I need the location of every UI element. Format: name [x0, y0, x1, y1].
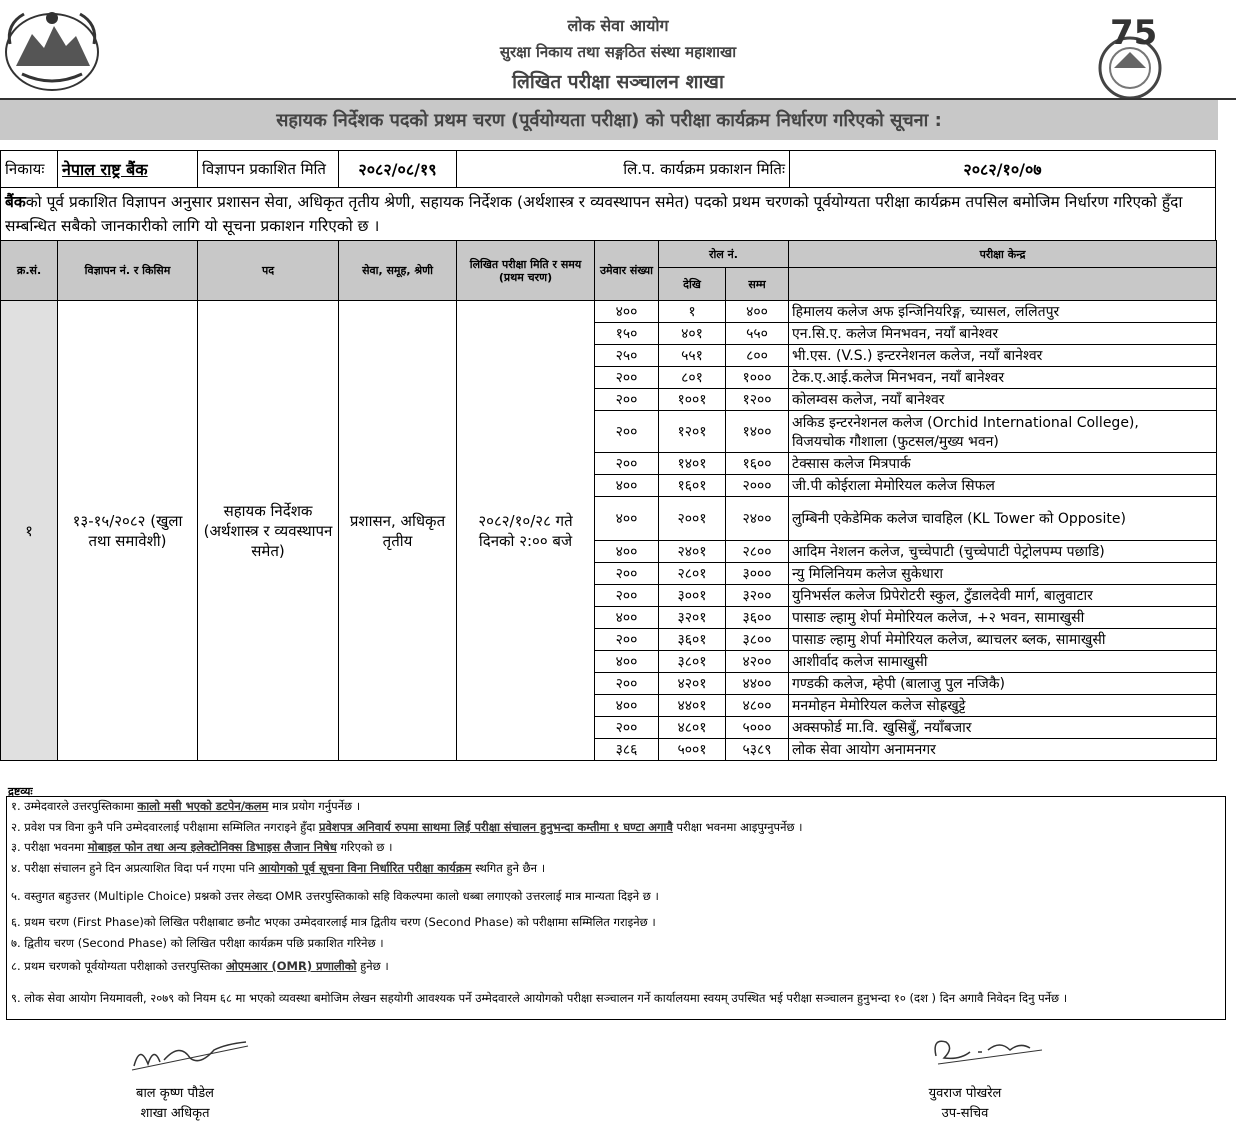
cell-centre	[789, 629, 1217, 651]
notice-body: को पूर्व प्रकाशित विज्ञापन अनुसार प्रशासन सेवा, अधिकृत तृतीय श्रेणी, सहायक निर्देशक (अर्थशास्त्र र व्यवस्थापन समेत) पदको प्रथम चरणको पूर्वयोग्यता परीक्षा कार्यक्रम तपसिल बमोजिम निर्धारण गरिएको हुँदा सम्बन्धित सबैको जानकारीको लागि यो सूचना प्रकाशन गरिएको छ ।	[5, 193, 1183, 235]
header-roll-from: देखि	[659, 268, 726, 301]
cell-centre	[789, 563, 1217, 585]
cell-count: ४००	[595, 301, 659, 323]
cell-to: ३८००	[726, 629, 789, 651]
cell-centre	[789, 453, 1217, 475]
note-text-end: गरिएको छ ।	[336, 840, 393, 854]
note-item	[11, 799, 360, 813]
notes-box	[6, 796, 1226, 1020]
ad-date-value: २०८२/०८/१९	[339, 151, 457, 187]
centre-line: मनमोहन मेमोरियल कलेज सोह्रखुट्टे	[792, 698, 966, 714]
cell-to: ४००	[726, 301, 789, 323]
cell-centre	[789, 411, 1217, 453]
notice-paragraph	[0, 188, 1216, 240]
notice-title: सहायक निर्देशक पदको प्रथम चरण (पूर्वयोग्यता परीक्षा) को परीक्षा कार्यक्रम निर्धारण गरिएको सूचना :	[0, 100, 1218, 140]
cell-centre	[789, 695, 1217, 717]
cell-to: ५५०	[726, 323, 789, 345]
cell-count: १५०	[595, 323, 659, 345]
centre-line: टेक्सास कलेज मित्रपार्क	[792, 456, 911, 472]
centre-line: एन.सि.ए. कलेज मिनभवन, नयाँ बानेश्वर	[792, 326, 999, 342]
centre-line: जी.पी कोईराला मेमोरियल कलेज सिफल	[792, 478, 995, 494]
cell-centre	[789, 541, 1217, 563]
cell-from: ३२०१	[659, 607, 726, 629]
cell-centre	[789, 651, 1217, 673]
note-item	[11, 820, 803, 834]
note-item	[11, 840, 393, 854]
cell-exam-date: २०८२/१०/२८ गते दिनको २:०० बजे	[457, 301, 595, 761]
cell-to: ४४००	[726, 673, 789, 695]
division-name: सुरक्षा निकाय तथा सङ्गठित संस्था महाशाखा	[499, 43, 737, 61]
org-label: निकायः	[1, 151, 58, 187]
cell-centre	[789, 475, 1217, 497]
centre-line: आदिम नेशलन कलेज, चुच्चेपाटी (चुच्चेपाटी पेट्रोलपम्प पछाडि)	[792, 544, 1105, 560]
cell-count: २००	[595, 563, 659, 585]
note-text: ७. द्वितीय चरण (Second Phase) को लिखित परीक्षा कार्यक्रम पछि प्रकाशित गरिनेछ ।	[11, 936, 384, 950]
ad-date-label: विज्ञापन प्रकाशित मिति	[198, 151, 339, 187]
signatory-right-title: उप-सचिव	[941, 1106, 989, 1121]
note-item	[11, 959, 389, 973]
centre-line: भी.एस. (V.S.) इन्टरनेशनल कलेज, नयाँ बानेश्वर	[792, 348, 1043, 364]
cell-from: ५५१	[659, 345, 726, 367]
cell-count: ३८६	[595, 739, 659, 761]
signatory-left-title: शाखा अधिकृत	[140, 1106, 210, 1121]
centre-line: अकिड इन्टरनेशनल कलेज (Orchid International College),	[792, 414, 1139, 431]
cell-count: २००	[595, 411, 659, 453]
table-row	[1, 301, 1217, 323]
cell-from: १००१	[659, 389, 726, 411]
info-row	[0, 150, 1216, 188]
header-centre: परीक्षा केन्द्र	[789, 241, 1217, 268]
cell-ad-no: १३-१५/२०८२ (खुला तथा समावेशी)	[58, 301, 198, 761]
cell-sn: १	[1, 301, 58, 761]
cell-to: ३६००	[726, 607, 789, 629]
note-emphasis: मोबाइल फोन तथा अन्य इलेक्टोनिक्स डिभाइस लैजान निषेध	[87, 840, 337, 854]
note-text-end: परीक्षा भवनमा आइपुग्नुपर्नेछ ।	[672, 820, 803, 834]
note-text: १. उम्मेदवारले उत्तरपुस्तिकामा	[11, 799, 138, 813]
cell-centre	[789, 323, 1217, 345]
cell-from: १६०१	[659, 475, 726, 497]
cell-to: ३२००	[726, 585, 789, 607]
cell-from: ४४०१	[659, 695, 726, 717]
logo-75-text: 75	[1110, 13, 1158, 53]
note-text-end: मात्र प्रयोग गर्नुपर्नेछ ।	[268, 799, 361, 813]
note-text: ५. वस्तुगत बहुउत्तर (Multiple Choice) प्रश्नको उत्तर लेख्दा OMR उत्तरपुस्तिकाको सहि विकल्पमा कालो धब्बा लगाएको उत्तरलाई मात्र मान्यता दिइने छ ।	[11, 889, 659, 903]
cell-from: २००१	[659, 497, 726, 541]
cell-count: २००	[595, 585, 659, 607]
cell-count: ४००	[595, 695, 659, 717]
note-item	[11, 889, 659, 903]
cell-count: २००	[595, 453, 659, 475]
centre-line: न्यु मिलिनियम कलेज सुकेधारा	[792, 566, 944, 582]
cell-count: ४००	[595, 607, 659, 629]
note-emphasis: ओएमआर (OMR) प्रणालीको	[226, 959, 357, 973]
cell-from: १४०१	[659, 453, 726, 475]
cell-count: ४००	[595, 497, 659, 541]
centre-line: कोलम्वस कलेज, नयाँ बानेश्वर	[792, 392, 945, 408]
exam-schedule-table	[0, 240, 1217, 761]
cell-from: ४२०१	[659, 673, 726, 695]
cell-centre	[789, 389, 1217, 411]
cell-from: ५००१	[659, 739, 726, 761]
header-exam-date: लिखित परीक्षा मिति र समय (प्रथम चरण)	[457, 241, 595, 301]
cell-from: ४०१	[659, 323, 726, 345]
signatory-right-name: युवराज पोखरेल	[928, 1086, 1002, 1101]
cell-centre	[789, 717, 1217, 739]
cell-count: २००	[595, 629, 659, 651]
cell-from: ३८०१	[659, 651, 726, 673]
note-item	[11, 861, 545, 875]
cell-centre	[789, 585, 1217, 607]
cell-from: ३६०१	[659, 629, 726, 651]
signatory-left-name: बाल कृष्ण पौडेल	[136, 1086, 214, 1101]
cell-from: ८०१	[659, 367, 726, 389]
cell-to: ४८००	[726, 695, 789, 717]
cell-to: १६००	[726, 453, 789, 475]
cell-centre	[789, 673, 1217, 695]
cell-to: १२००	[726, 389, 789, 411]
cell-centre	[789, 497, 1217, 541]
note-text: ३. परीक्षा भवनमा	[11, 840, 88, 854]
note-item	[11, 936, 384, 950]
cell-to: ५०००	[726, 717, 789, 739]
centre-line-2: विजयचोक गौशाला (फुटसल/मुख्य भवन)	[792, 433, 999, 450]
cell-from: ४८०१	[659, 717, 726, 739]
note-text: ४. परीक्षा संचालन हुने दिन अप्रत्याशित विदा पर्न गएमा पनि	[11, 861, 259, 875]
note-emphasis: प्रवेशपत्र अनिवार्य रुपमा साथमा लिई परीक्षा संचालन हुनुभन्दा कम्तीमा १ घण्टा अगावै	[319, 820, 673, 834]
cell-from: १२०१	[659, 411, 726, 453]
cell-count: ४००	[595, 475, 659, 497]
cell-from: २४०१	[659, 541, 726, 563]
cell-to: २४००	[726, 497, 789, 541]
org-value: नेपाल राष्ट्र बैंक	[58, 151, 198, 187]
header-sn: क्र.सं.	[1, 241, 58, 301]
section-name: लिखित परीक्षा सञ्चालन शाखा	[512, 71, 724, 93]
cell-count: २००	[595, 673, 659, 695]
cell-count: ४००	[595, 651, 659, 673]
signatory-right	[900, 1084, 1030, 1124]
schedule-date-value: २०८२/१०/०७	[963, 160, 1042, 179]
schedule-date-label: लि.प. कार्यक्रम प्रकाशन मितिः	[457, 151, 790, 187]
header-ad-no: विज्ञापन नं. र किसिम	[58, 241, 198, 301]
cell-to: २८००	[726, 541, 789, 563]
org-name: लोक सेवा आयोग	[567, 16, 669, 35]
cell-count: २००	[595, 389, 659, 411]
cell-post: सहायक निर्देशक (अर्थशास्त्र र व्यवस्थापन समेत)	[198, 301, 339, 761]
header-centre-blank	[789, 268, 1217, 301]
cell-from: ३००१	[659, 585, 726, 607]
cell-to: १०००	[726, 367, 789, 389]
signature-left-image	[130, 1036, 250, 1080]
note-text: ६. प्रथम चरण (First Phase)को लिखित परीक्षाबाट छनौट भएका उम्मेदवारलाई मात्र द्वितीय चरण (Second Phase) को परीक्षामा सम्मिलित गराइनेछ ।	[11, 915, 656, 929]
header-roll: रोल नं.	[659, 241, 789, 268]
centre-line: टेक.ए.आई.कलेज मिनभवन, नयाँ बानेश्वर	[792, 370, 1005, 386]
notice-bold-start: बैंक	[5, 193, 26, 211]
centre-line: लोक सेवा आयोग अनामनगर	[792, 742, 936, 758]
cell-count: ४००	[595, 541, 659, 563]
centre-line: आशीर्वाद कलेज सामाखुसी	[792, 654, 928, 670]
cell-service: प्रशासन, अधिकृत तृतीय	[339, 301, 457, 761]
cell-to: २०००	[726, 475, 789, 497]
centre-line: हिमालय कलेज अफ इन्जिनियरिङ्ग, च्यासल, ललितपुर	[792, 304, 1060, 320]
header-post: पद	[198, 241, 339, 301]
header-service: सेवा, समूह, श्रेणी	[339, 241, 457, 301]
signatory-left	[100, 1084, 250, 1124]
cell-to: ५३८९	[726, 739, 789, 761]
note-text-end: हुनेछ ।	[356, 959, 389, 973]
cell-centre	[789, 345, 1217, 367]
cell-count: २००	[595, 367, 659, 389]
header-candidate-count: उमेवार संख्या	[595, 241, 659, 301]
note-text: ९. लोक सेवा आयोग नियमावली, २०७९ को नियम ६८ मा भएको व्यवस्था बमोजिम लेखन सहयोगी आवश्यक पर्ने उम्मेदवारले आयोगको परीक्षा सञ्चालन गर्ने कार्यालयमा स्वयम् उपस्थित भई परीक्षा सञ्चालन हुनुभन्दा १० (दश ) दिन अगावै निवेदन दिनु पर्नेछ ।	[11, 991, 1068, 1005]
header-roll-to: सम्म	[726, 268, 789, 301]
cell-to: ४२००	[726, 651, 789, 673]
centre-line: गण्डकी कलेज, म्हेपी (बालाजु पुल नजिकै)	[792, 676, 1006, 692]
signature-right-image	[930, 1030, 1050, 1074]
cell-to: १४००	[726, 411, 789, 453]
note-emphasis: कालो मसी भएको डटपेन/कलम	[137, 799, 269, 813]
centre-line: अक्सफोर्ड मा.वि. खुसिबुँ, नयाँबजार	[792, 720, 972, 736]
note-item	[11, 991, 1067, 1005]
centre-line: युनिभर्सल कलेज प्रिपेरोटरी स्कुल, टुँडालदेवी मार्ग, बालुवाटार	[792, 588, 1093, 604]
note-text-end: स्थगित हुने छैन ।	[471, 861, 546, 875]
cell-count: २५०	[595, 345, 659, 367]
cell-from: २८०१	[659, 563, 726, 585]
note-item	[11, 915, 656, 929]
centre-line: पासाङ ल्हामु शेर्पा मेमोरियल कलेज, ब्याचलर ब्लक, सामाखुसी	[792, 632, 1106, 648]
centre-line: पासाङ ल्हामु शेर्पा मेमोरियल कलेज, +२ भवन, सामाखुसी	[792, 610, 1085, 626]
cell-count: २००	[595, 717, 659, 739]
cell-centre	[789, 607, 1217, 629]
note-text: ८. प्रथम चरणको पूर्वयोग्यता परीक्षाको उत्तरपुस्तिका	[11, 959, 227, 973]
cell-to: ८००	[726, 345, 789, 367]
cell-centre	[789, 739, 1217, 761]
cell-centre	[789, 301, 1217, 323]
cell-to: ३०००	[726, 563, 789, 585]
note-text: २. प्रवेश पत्र विना कुनै पनि उम्मेदवारलाई परीक्षामा सम्मिलित नगराइने हुँदा	[11, 820, 319, 834]
cell-from: १	[659, 301, 726, 323]
cell-centre	[789, 367, 1217, 389]
centre-line: लुम्बिनी एकेडेमिक कलेज चावहिल (KL Tower को Opposite)	[792, 511, 1126, 527]
note-emphasis: आयोगको पूर्व सूचना विना निर्धारित परीक्षा कार्यक्रम	[258, 861, 472, 875]
notes-label: द्रष्टव्यः	[8, 785, 33, 798]
